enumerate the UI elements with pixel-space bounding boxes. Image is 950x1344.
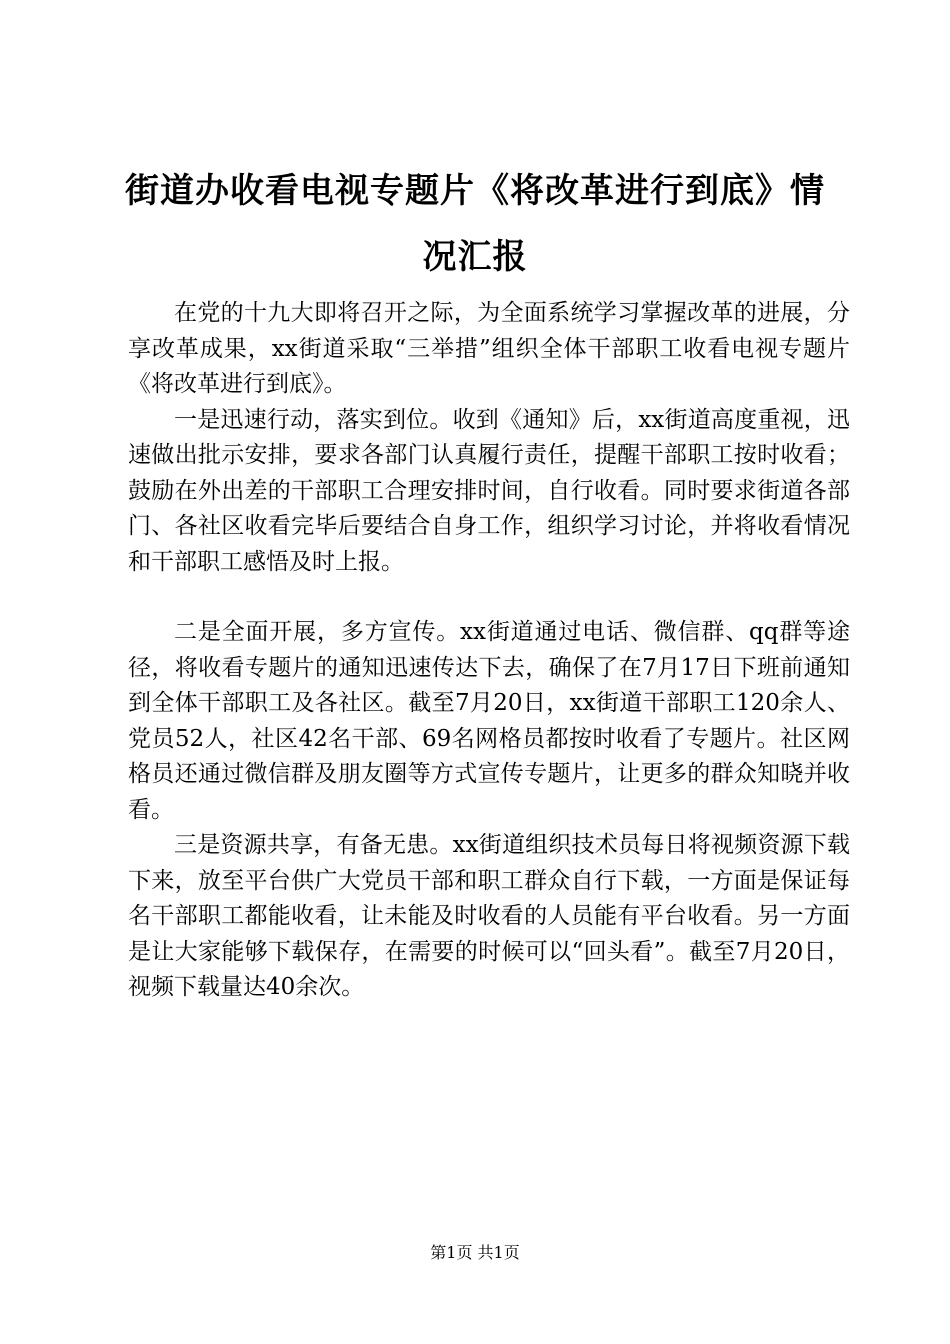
document-title: 街道办收看电视专题片《将改革进行到底》情况汇报 [125,171,825,277]
document-body [128,296,850,1006]
page-footer: 第1页 共1页 [430,1243,520,1262]
paragraph-measure-two: 二是全面开展，多方宣传。xx街道通过电话、微信群、qq群等途径，将收看专题片的通知迅速传达下去，确保了在7月17日下班前通知到全体干部职工及各社区。截至7月20日，xx街道干部职工120余人、党员52人，社区42名干部、69名网格员都按时收看了专题片。社区网格员还通过微信群及朋友圈等方式宣传专题片，让更多的群众知晓并收看。 [128,619,850,823]
paragraph-intro: 在党的十九大即将召开之际，为全面系统学习掌握改革的进展，分享改革成果，xx街道采取“三举措”组织全体干部职工收看电视专题片《将改革进行到底》。 [128,300,850,397]
paragraph-measure-one: 一是迅速行动，落实到位。收到《通知》后，xx街道高度重视，迅速做出批示安排，要求各部门认真履行责任，提醒干部职工按时收看；鼓励在外出差的干部职工合理安排时间，自行收看。同时要求街道各部门、各社区收看完毕后要结合自身工作，组织学习讨论，并将收看情况和干部职工感悟及时上报。 [128,406,850,575]
paragraph-measure-three: 三是资源共享，有备无患。xx街道组织技术员每日将视频资源下载下来，放至平台供广大党员干部和职工群众自行下载，一方面是保证每名干部职工都能收看，让未能及时收看的人员能有平台收看。另一方面是让大家能够下载保存，在需要的时候可以“回头看”。截至7月20日，视频下载量达40余次。 [128,832,850,1000]
